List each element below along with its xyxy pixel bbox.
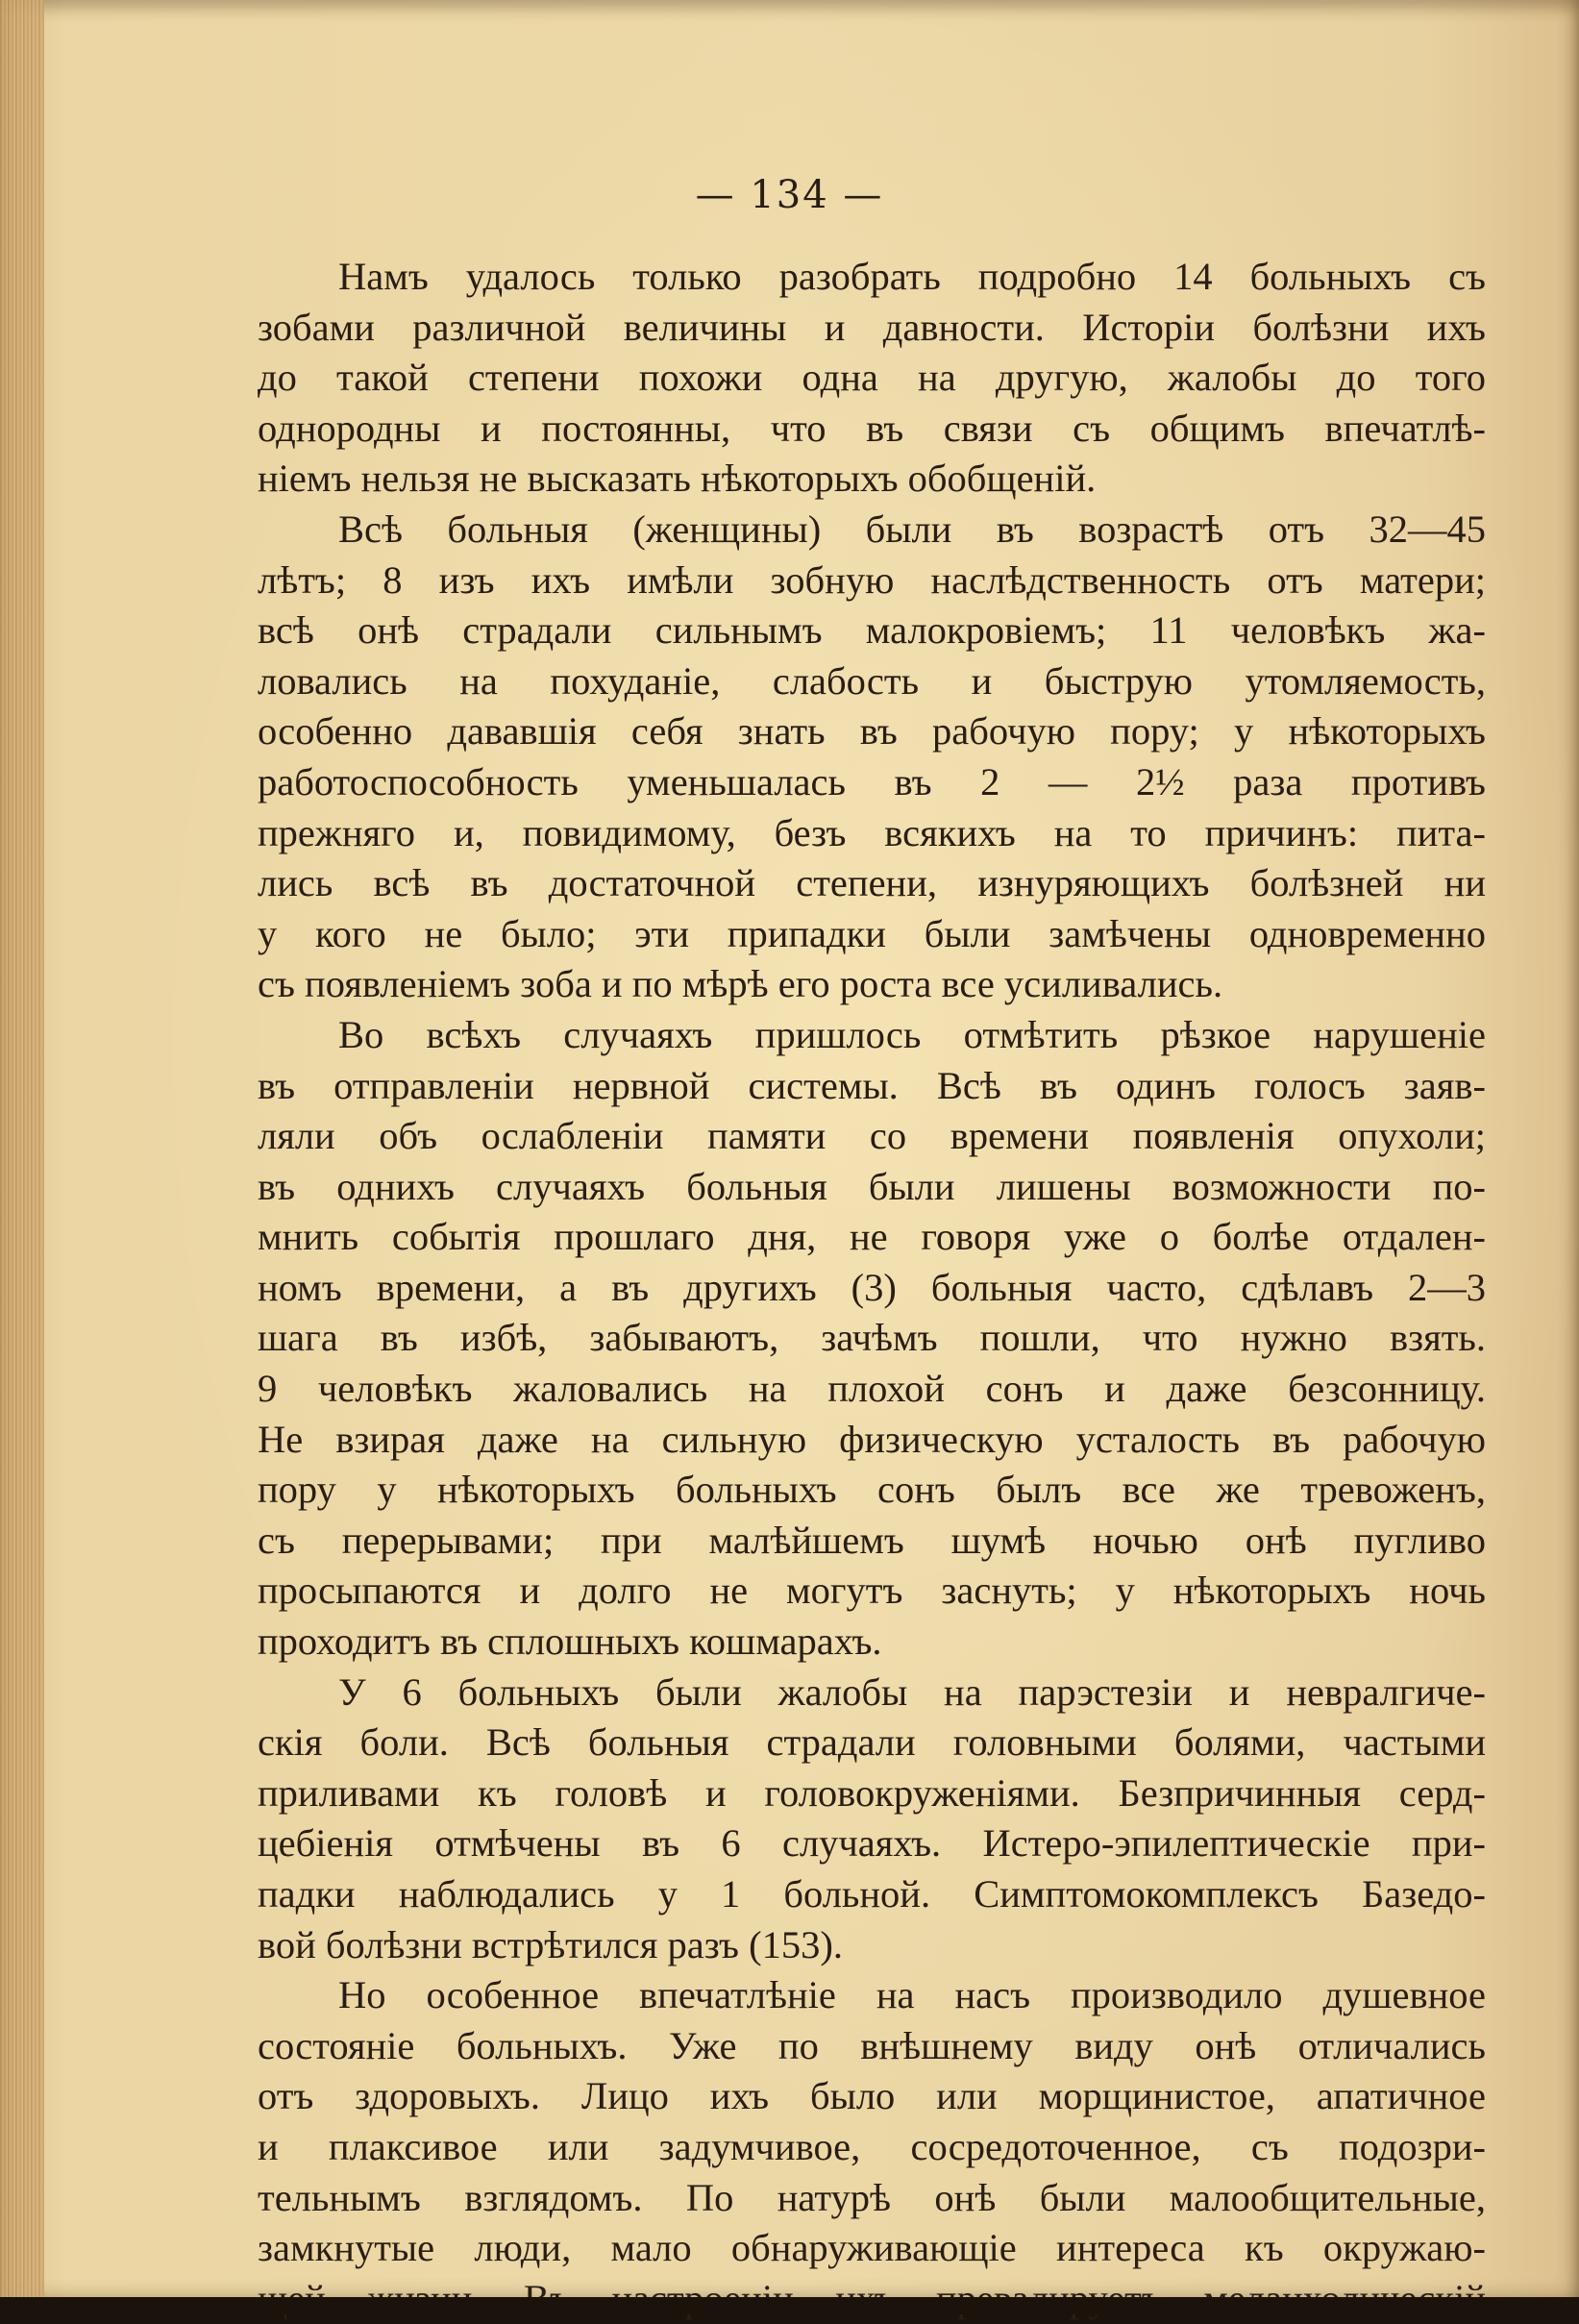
text-line: просыпаются и долго не могутъ заснуть; у нѣкоторыхъ ночь	[258, 1569, 1486, 1613]
text-line: и плаксивое или задумчивое, сосредоточенное, съ подозри-	[258, 2124, 1486, 2168]
text-line: скія боли. Всѣ больныя страдали головными болями, частыми	[258, 1720, 1486, 1765]
text-line: 9 человѣкъ жаловались на плохой сонъ и даже безсонницу.	[258, 1367, 1486, 1411]
text-line: мнить событія прошлаго дня, не говоря уже о болѣе отдален-	[258, 1215, 1486, 1259]
text-line: съ перерывами; при малѣйшемъ шумѣ ночью онѣ пугливо	[258, 1518, 1486, 1562]
text-line: отъ здоровыхъ. Лицо ихъ было или морщинистое, апатичное	[258, 2074, 1486, 2118]
text-line: вой болѣзни встрѣтился разъ (153).	[258, 1922, 843, 1966]
text-line: шага въ избѣ, забываютъ, зачѣмъ пошли, что нужно взять.	[258, 1316, 1486, 1360]
text-line: ловались на похуданіе, слабость и быструю утомляемость,	[258, 658, 1486, 703]
page-bottom-shadow	[0, 2297, 1579, 2314]
paragraph-5	[258, 1970, 1486, 2324]
page-number: — 134 —	[695, 173, 884, 217]
body-text	[258, 252, 1486, 2324]
text-line: Намъ удалось только разобрать подробно 14 больныхъ съ	[338, 255, 1486, 298]
text-line: лись всѣ въ достаточной степени, изнуряющихъ болѣзней ни	[258, 861, 1486, 905]
text-line: ляли объ ослабленіи памяти со времени появленія опухоли;	[258, 1114, 1486, 1158]
text-line: у кого не было; эти припадки были замѣчены одновременно	[258, 911, 1486, 955]
text-line: работоспособность уменьшалась въ 2 — 2½ раза противъ	[258, 759, 1486, 804]
text-line: приливами къ головѣ и головокруженіями. Безпричинныя серд-	[258, 1770, 1486, 1815]
text-line: до такой степени похожи одна на другую, жалобы до того	[258, 356, 1486, 400]
page-edge-stack	[0, 0, 44, 2314]
text-line: въ однихъ случаяхъ больныя были лишены возможности по-	[258, 1164, 1486, 1208]
text-line: зобами различной величины и давности. Исторіи болѣзни ихъ	[258, 305, 1486, 349]
paragraph-2	[258, 505, 1486, 1010]
text-line: Не взирая даже на сильную физическую усталость въ рабочую	[258, 1417, 1486, 1461]
text-line: номъ времени, а въ другихъ (3) больныя часто, сдѣлавъ 2—3	[258, 1265, 1486, 1309]
text-line: прежняго и, повидимому, безъ всякихъ на то причинъ: пита-	[258, 810, 1486, 854]
text-line: пору у нѣкоторыхъ больныхъ сонъ былъ все же тревоженъ,	[258, 1468, 1486, 1512]
text-line: Во всѣхъ случаяхъ пришлось отмѣтить рѣзкое нарушеніе	[338, 1012, 1486, 1056]
text-line: тельнымъ взглядомъ. По натурѣ онѣ были малообщительные,	[258, 2175, 1486, 2219]
text-line: замкнутые люди, мало обнаруживающіе интереса къ окружаю-	[258, 2226, 1486, 2270]
text-line: проходитъ въ сплошныхъ кошмарахъ.	[258, 1619, 882, 1664]
text-line: съ появленіемъ зоба и по мѣрѣ его роста все усиливались.	[258, 962, 1223, 1006]
text-line: У 6 больныхъ были жалобы на парэстезіи и невралгиче-	[338, 1669, 1486, 1714]
text-line: однородны и постоянны, что въ связи съ общимъ впечатлѣ-	[258, 406, 1486, 450]
text-line: лѣтъ; 8 изъ ихъ имѣли зобную наслѣдственность отъ матери;	[258, 557, 1486, 602]
text-line: Всѣ больныя (женщины) были въ возрастѣ отъ 32—45	[338, 507, 1486, 551]
paragraph-4	[258, 1668, 1486, 1971]
text-line: особенно дававшія себя знать въ рабочую пору; у нѣкоторыхъ	[258, 709, 1486, 754]
text-line: падки наблюдались у 1 больной. Симптомокомплексъ Базедо-	[258, 1872, 1486, 1916]
text-line: всѣ онѣ страдали сильнымъ малокровіемъ; 11 человѣкъ жа-	[258, 608, 1486, 653]
paragraph-1	[258, 252, 1486, 505]
text-line: состояніе больныхъ. Уже по внѣшнему виду онѣ отличались	[258, 2023, 1486, 2067]
paragraph-3	[258, 1010, 1486, 1668]
text-line: въ отправленіи нервной системы. Всѣ въ одинъ голосъ заяв-	[258, 1063, 1486, 1107]
text-line: Но особенное впечатлѣніе на насъ производило душевное	[338, 1973, 1486, 2017]
text-line: цебіенія отмѣчены въ 6 случаяхъ. Истеро-эпилептическіе при-	[258, 1821, 1486, 1866]
text-line: ніемъ нельзя не высказать нѣкоторыхъ обобщеній.	[258, 457, 1097, 501]
